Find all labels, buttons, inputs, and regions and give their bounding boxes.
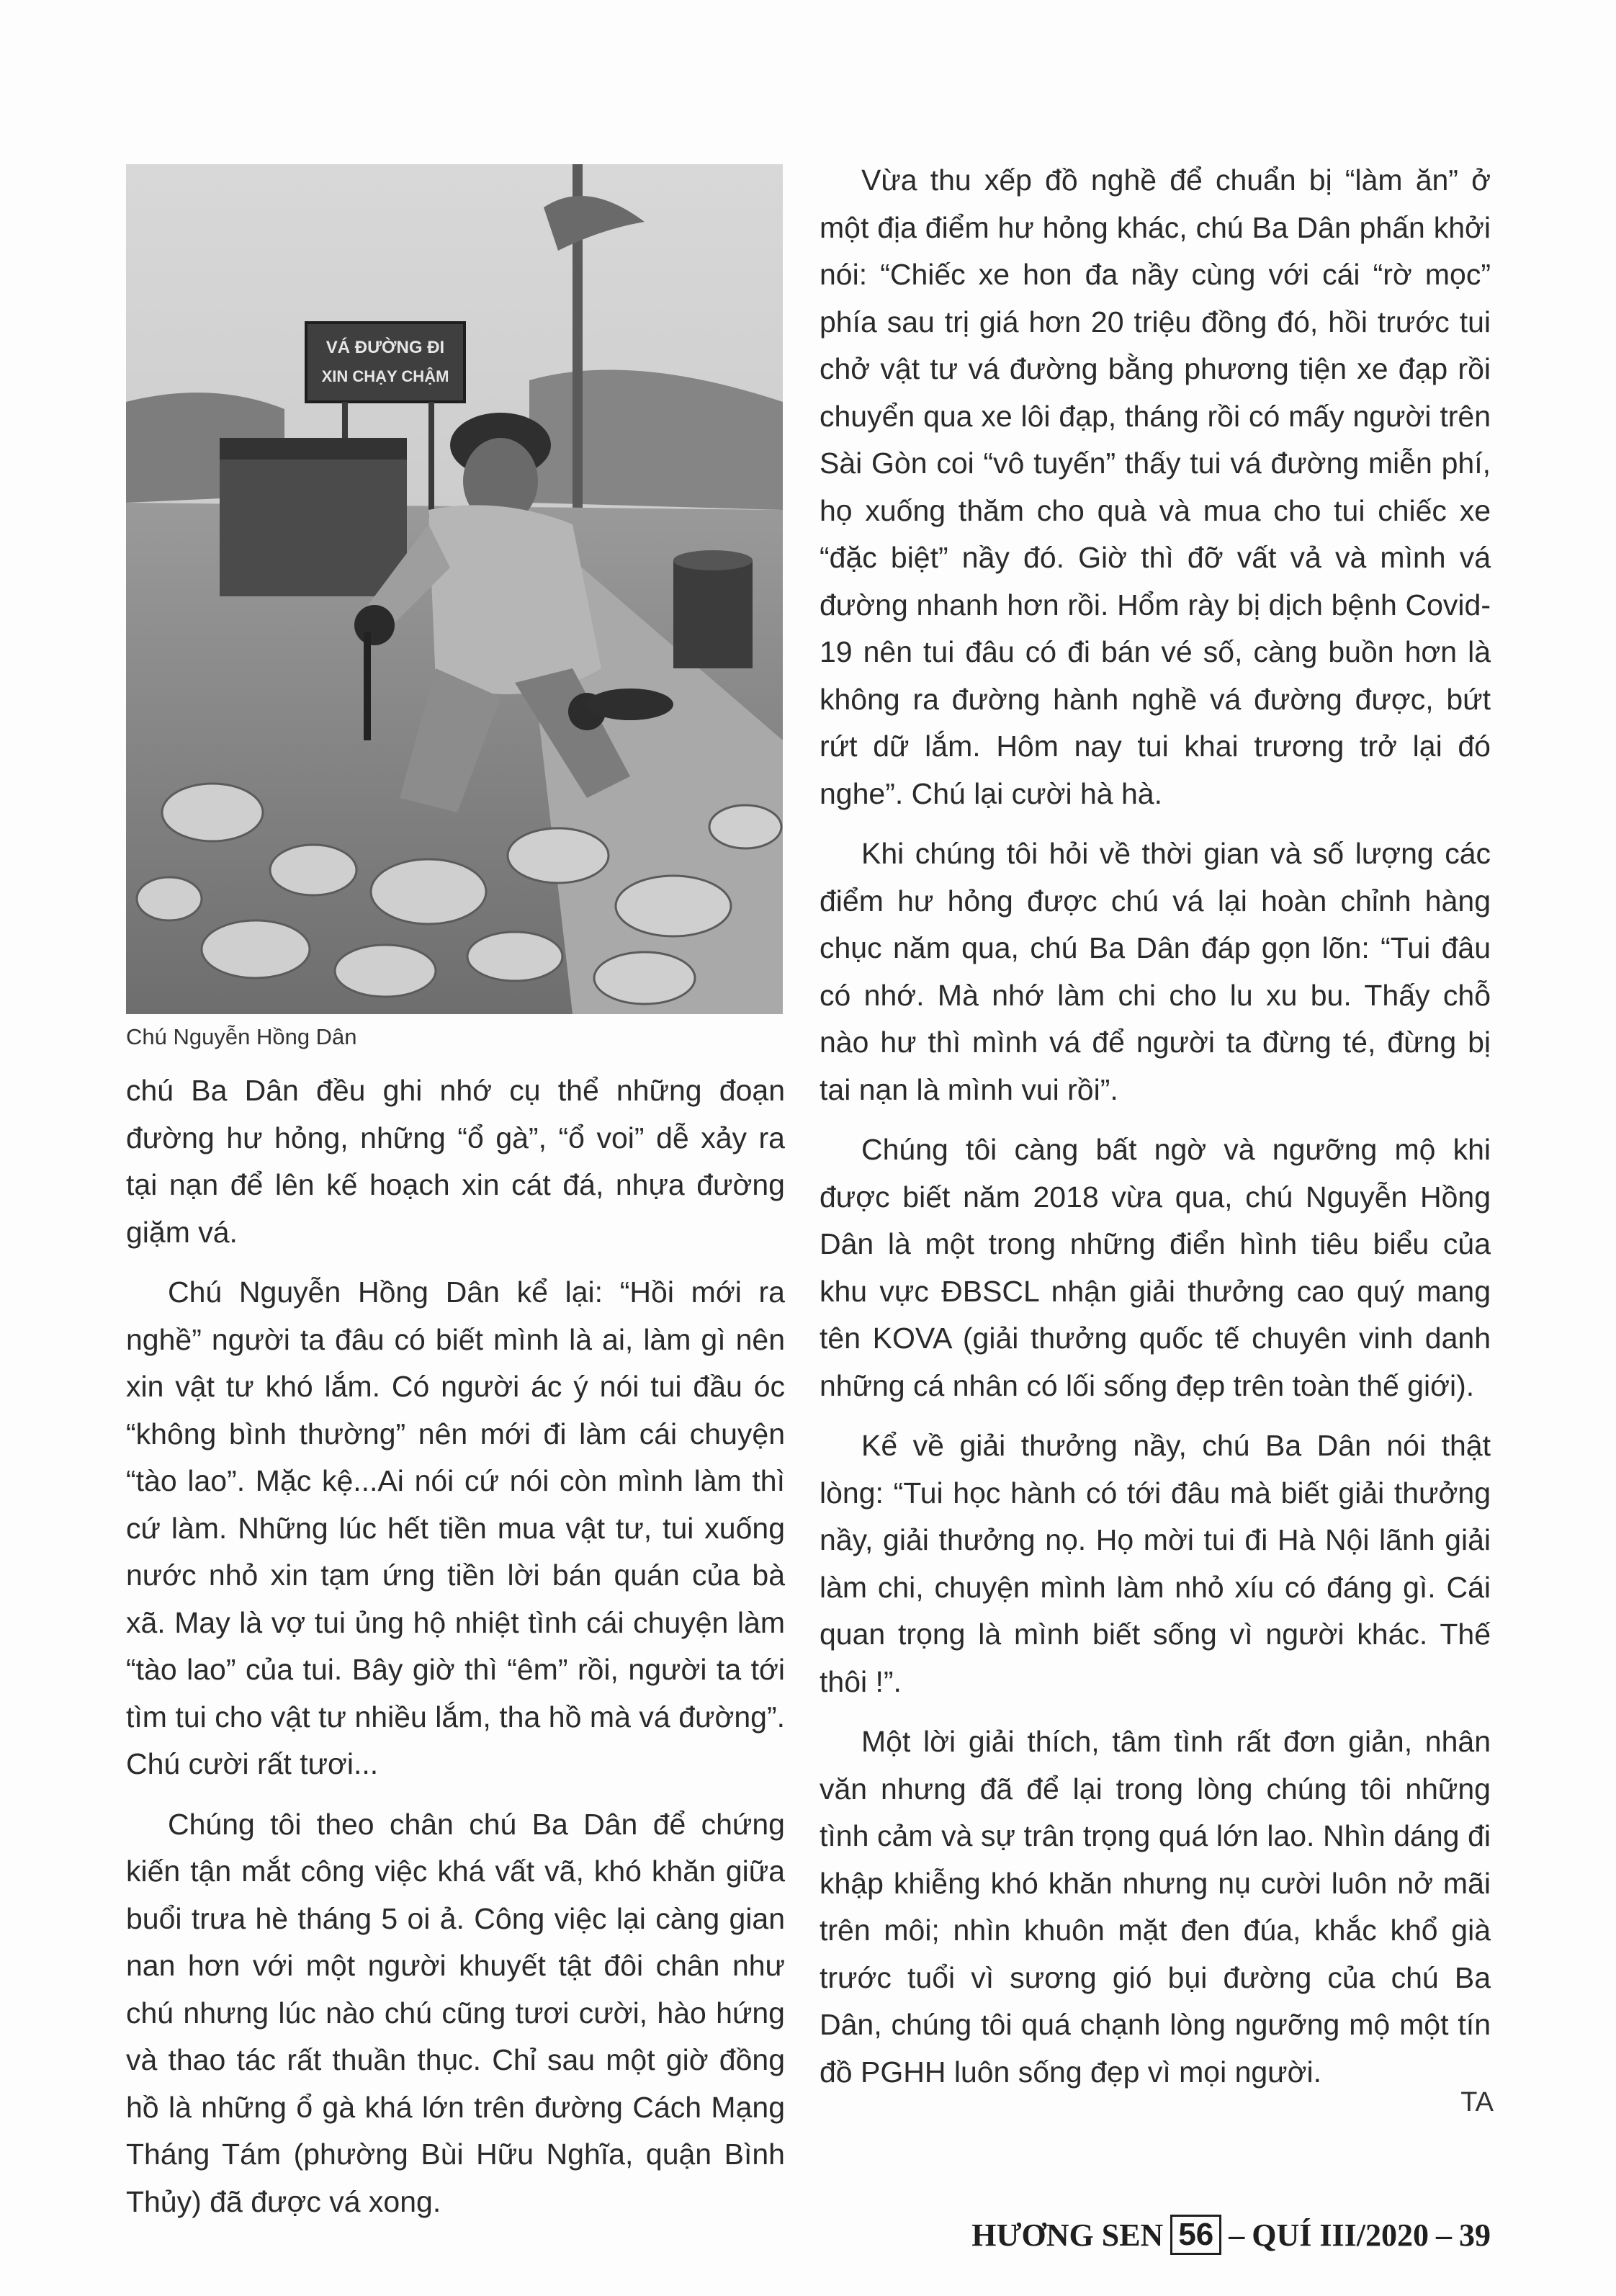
paragraph: Chúng tôi càng bất ngờ và ngưỡng mộ khi được biết năm 2018 vừa qua, chú Nguyễn Hồng Dân là một trong những điển hình tiêu biểu của khu vực ĐBSCL nhận giải thưởng cao quý mang tên KOVA (giải thưởng quốc tế chuyên vinh danh những cá nhân có lối sống đẹp trên toàn thế giới). bbox=[820, 1133, 1491, 1402]
photo-illustration bbox=[126, 164, 783, 1014]
sign-text-2: XIN CHẠY CHẬM bbox=[321, 367, 449, 385]
footer-dash: – bbox=[1229, 2217, 1245, 2253]
paragraph: Chú Nguyễn Hồng Dân kể lại: “Hồi mới ra nghề” người ta đâu có biết mình là ai, làm gì nên xin vật tư khó lắm. Có người ác ý nói tui đầu óc “không bình thường” nên mới đi làm cái chuyện “tào lao”. Mặc kệ...Ai nói cứ nói còn mình làm thì cứ làm. Những lúc hết tiền mua vật tư, tui xuống nước nhỏ xin tạm ứng tiền lời bán quán của bà xã. May là vợ tui ủng hộ nhiệt tình cái chuyện làm “tào lao” của tui. Bây giờ thì “êm” rồi, người ta tới tìm tui cho vật tư nhiều lắm, tha hồ mà vá đường”. Chú cười rất tươi... bbox=[126, 1275, 785, 1780]
sign-text-1: VÁ ĐƯỜNG ĐI bbox=[326, 338, 445, 357]
paragraph: Một lời giải thích, tâm tình rất đơn giản, nhân văn nhưng đã để lại trong lòng chúng tôi những tình cảm và sự trân trọng quá lớn lao. Nhìn dáng đi khập khiễng khó khăn nhưng nụ cười luôn nở mãi trên môi; nhìn khuôn mặt đen đúa, khắc khổ già trước tuổi vì sương gió bụi đường của chú Ba Dân, chúng tôi quá chạnh lòng ngưỡng mộ một tín đồ PGHH luôn sống đẹp vì mọi người. bbox=[820, 1725, 1491, 2089]
paragraph: chú Ba Dân đều ghi nhớ cụ thể những đoạn đường hư hỏng, những “ổ gà”, “ổ voi” dễ xảy ra tại nạn để lên kế hoạch xin cát đá, nhựa đường giặm vá. bbox=[126, 1074, 785, 1249]
paragraph: Khi chúng tôi hỏi về thời gian và số lượng các điểm hư hỏng được chú vá lại hoàn chỉnh hàng chục năm qua, chú Ba Dân đáp gọn lõn: “Tui đâu có nhớ. Mà nhớ làm chi cho lu xu bu. Thấy chỗ nào hư thì mình vá để người ta đừng té, đừng bị tai nạn là mình vui rồi”. bbox=[820, 837, 1491, 1106]
author-signature: TA bbox=[1460, 2087, 1494, 2117]
page-number: 39 bbox=[1459, 2217, 1491, 2253]
article-photo bbox=[126, 164, 783, 1014]
footer-dash: – bbox=[1436, 2217, 1452, 2253]
paragraph: Chúng tôi theo chân chú Ba Dân để chứng kiến tận mắt công việc khá vất vã, khó khăn giữa buổi trưa hè tháng 5 oi ả. Công việc lại càng gian nan hơn với một người khuyết tật đôi chân như chú nhưng lúc nào chú cũng tươi cười, hào hứng và thao tác rất thuần thục. Chỉ sau một giờ đồng hồ là những ổ gà khá lớn trên đường Cách Mạng Tháng Tám (phường Bùi Hữu Nghĩa, quận Bình Thủy) đã được vá xong. bbox=[126, 1807, 785, 2218]
article-column-left bbox=[126, 1067, 785, 2238]
issue-number: 56 bbox=[1170, 2215, 1221, 2255]
quarter-label: QUÍ III/2020 bbox=[1252, 2217, 1429, 2253]
paragraph: Vừa thu xếp đồ nghề để chuẩn bị “làm ăn” ở một địa điểm hư hỏng khác, chú Ba Dân phấn khởi nói: “Chiếc xe hon đa nầy cùng với cái “rờ mọc” phía sau trị giá hơn 20 triệu đồng đó, hồi trước tui chở vật tư vá đường bằng phương tiện xe đạp rồi chuyển qua xe lôi đạp, tháng rồi có mấy người trên Sài Gòn coi “vô tuyến” thấy tui vá đường miễn phí, họ xuống thăm cho quà và mua cho tui chiếc xe “đặc biệt” nầy đó. Giờ thì đỡ vất vả và mình vá đường nhanh hơn rồi. Hổm rày bị dịch bệnh Covid-19 nên tui đâu có đi bán vé số, càng buồn hơn là không ra đường hành nghề vá đường được, bứt rứt dữ lắm. Hôm nay tui khai trương trở lại đó nghe”. Chú lại cười hà hà. bbox=[820, 163, 1491, 810]
article-column-right bbox=[820, 157, 1491, 2109]
magazine-name: HƯƠNG SEN bbox=[971, 2217, 1164, 2253]
photo-caption: Chú Nguyễn Hồng Dân bbox=[126, 1024, 357, 1049]
page-footer bbox=[864, 2210, 1498, 2260]
paragraph: Kể về giải thưởng nầy, chú Ba Dân nói thật lòng: “Tui học hành có tới đâu mà biết giải thưởng nầy, giải thưởng nọ. Họ mời tui đi Hà Nội lãnh giải làm chi, chuyện mình làm nhỏ xíu có đáng gì. Cái quan trọng là mình biết sống vì người khác. Thế thôi !”. bbox=[820, 1429, 1491, 1698]
